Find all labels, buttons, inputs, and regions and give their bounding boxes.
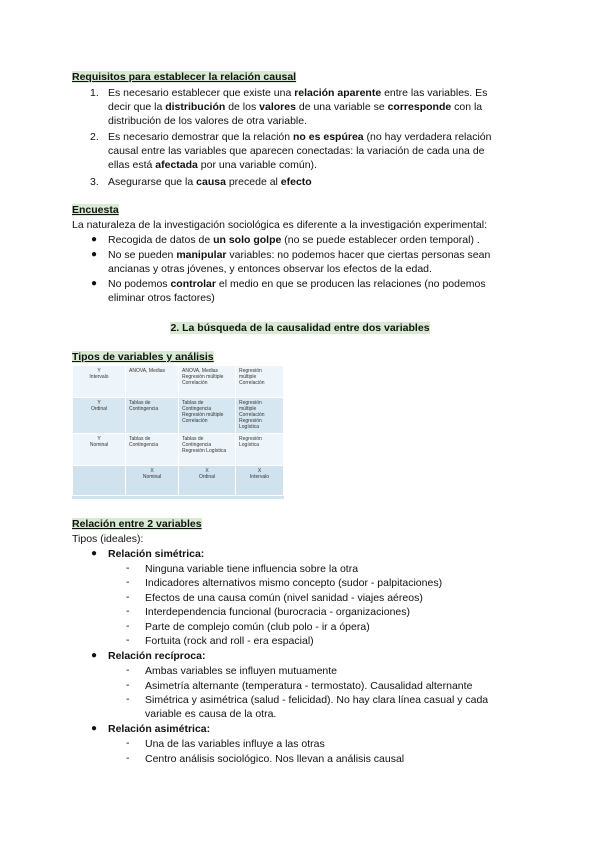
variables-table <box>72 365 284 496</box>
column-label: X Nominal <box>126 466 179 496</box>
list-number: 2. <box>90 131 99 143</box>
encuesta-bullet-3: No podemos controlar el medio en que se producen las relaciones (no podemos eliminar otros factores) <box>108 278 486 305</box>
row-label: Y Intervalo <box>73 366 126 398</box>
list-item-1: Es necesario establecer que existe una relación aparente entre las variables. Es decir que la distribución de los valores de una variable se corresponde con la distribución de los valores de otra variable. <box>108 87 488 128</box>
table-cell: Regresión Logística <box>236 434 284 466</box>
dash-icon: - <box>126 752 130 764</box>
requisitos-heading: Requisitos para establecer la relación causal <box>72 71 297 83</box>
bullet-icon: ● <box>91 723 98 734</box>
encuesta-bullet-1: Recogida de datos de un solo golpe (no se puede establecer orden temporal) . <box>108 234 480 246</box>
table-row <box>73 434 284 466</box>
dash-icon: - <box>126 737 130 749</box>
bullet-icon: ● <box>91 548 98 559</box>
table-row <box>73 398 284 434</box>
dash-icon: - <box>126 664 130 676</box>
list-number: 3. <box>90 176 99 188</box>
list-item-2: Es necesario demostrar que la relación no es espúrea (no hay verdadera relación causal entre las variables que aparecen conectadas: la variación de cada una de ellas está afectada por una variable común). <box>108 131 492 172</box>
list-item: Asimetría alternante (temperatura - termostato). Causalidad alternante <box>145 680 473 692</box>
row-label: Y Nominal <box>73 434 126 466</box>
list-item: Ninguna variable tiene influencia sobre la otra <box>145 563 359 575</box>
list-item-3: Asegurarse que la causa precede al efecto <box>108 176 312 188</box>
group-title: Relación asimétrica: <box>108 723 211 735</box>
bullet-icon: ● <box>91 234 98 245</box>
table-cell: ANOVA, Medias Regresión múltiple Correlación <box>179 366 236 398</box>
column-label: X Ordinal <box>179 466 236 496</box>
table-cell: Regresión múltiple Correlación <box>236 366 284 398</box>
list-item: Interdependencia funcional (burocracia - organizaciones) <box>145 606 410 618</box>
list-item: Fortuita (rock and roll - era espacial) <box>145 635 314 647</box>
table-cell: ANOVA, Medias <box>126 366 179 398</box>
row-label: Y Ordinal <box>73 398 126 434</box>
list-item: Efectos de una causa común (nivel sanidad - viajes aéreos) <box>145 592 423 604</box>
dash-icon: - <box>126 562 130 574</box>
dash-icon: - <box>126 576 130 588</box>
table-row <box>73 366 284 398</box>
dash-icon: - <box>126 591 130 603</box>
group-title: Relación recíproca: <box>108 650 206 662</box>
bullet-icon: ● <box>91 650 98 661</box>
bullet-icon: ● <box>91 249 98 260</box>
encuesta-bullet-2: No se pueden manipular variables: no podemos hacer que ciertas personas sean ancianas y otras jóvenes, y entonces observar los efectos de la edad. <box>108 249 491 276</box>
list-item: Indicadores alternativos mismo concepto (sudor - palpitaciones) <box>145 577 443 589</box>
table-row <box>73 466 284 496</box>
dash-icon: - <box>126 620 130 632</box>
list-item: Parte de complejo común (club polo - ir a ópera) <box>145 621 370 633</box>
section-title: 2. La búsqueda de la causalidad entre dos variables <box>170 322 430 334</box>
list-item: Ambas variables se influyen mutuamente <box>145 665 338 677</box>
list-item-continuation: variable es causa de la otra. <box>145 708 277 720</box>
table-cell: Regresión múltiple Correlación Regresión Logística <box>236 398 284 434</box>
table-cell: Tablas de Contingencia <box>126 398 179 434</box>
column-label: X Intervalo <box>236 466 284 496</box>
list-item: Simétrica y asimétrica (salud - felicidad). No hay clara línea casual y cada <box>145 694 489 706</box>
tipos-label: Tipos (ideales): <box>72 533 144 545</box>
table-cell: Tablas de Contingencia Regresión múltiple Correlación <box>179 398 236 434</box>
list-number: 1. <box>90 87 99 99</box>
list-item: Una de las variables influye a las otras <box>145 738 325 750</box>
bullet-icon: ● <box>91 278 98 289</box>
variables-table-image <box>72 365 284 499</box>
dash-icon: - <box>126 693 130 705</box>
relacion-heading: Relación entre 2 variables <box>72 518 202 530</box>
list-item: Centro análisis sociológico. Nos llevan a análisis causal <box>145 753 405 765</box>
dash-icon: - <box>126 679 130 691</box>
table-cell: Tablas de Contingencia <box>126 434 179 466</box>
dash-icon: - <box>126 634 130 646</box>
encuesta-intro: La naturaleza de la investigación sociológica es diferente a la investigación experimental: <box>72 219 488 231</box>
table-cell: Tablas de Contingencia Regresión Logística <box>179 434 236 466</box>
table-cell <box>73 466 126 496</box>
tipos-heading: Tipos de variables y análisis <box>72 351 214 363</box>
group-title: Relación simétrica: <box>108 548 205 560</box>
dash-icon: - <box>126 605 130 617</box>
encuesta-heading: Encuesta <box>72 204 119 216</box>
